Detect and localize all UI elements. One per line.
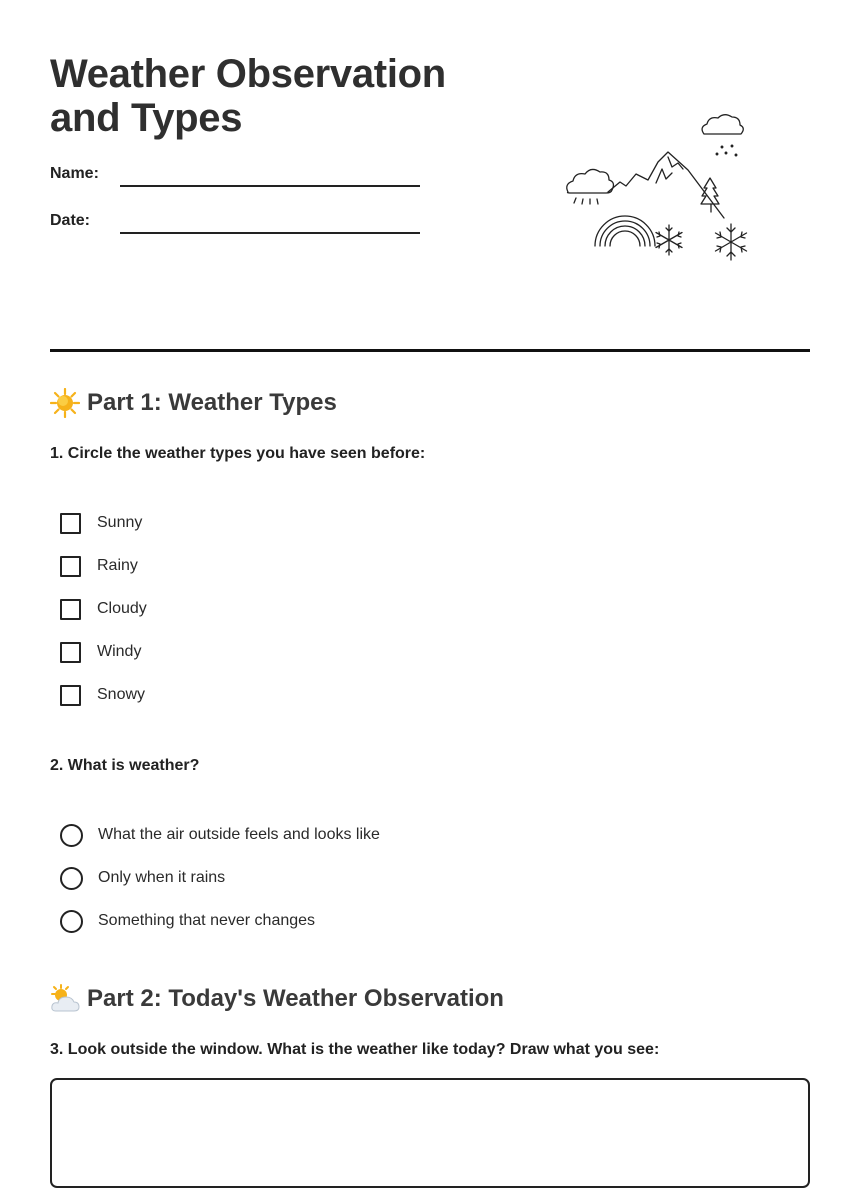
drawing-area[interactable] [50,1078,810,1188]
option-label: Rainy [97,557,138,574]
question-1: 1. Circle the weather types you have seen before: [50,445,426,462]
radio-option[interactable] [60,908,315,934]
checkbox[interactable] [60,599,81,620]
radio-option[interactable] [60,865,225,891]
option-label: Something that never changes [98,912,316,929]
checkbox-option[interactable] [60,639,141,665]
part1-heading [50,387,337,419]
radio-button[interactable] [60,824,83,847]
checkbox-option[interactable] [60,682,145,708]
checkbox-option[interactable] [60,596,147,622]
checkbox[interactable] [60,642,81,663]
sun-icon [50,388,80,418]
name-field-row [50,165,430,195]
option-label: What the air outside feels and looks like [98,826,380,843]
question-3: 3. Look outside the window. What is the weather like today? Draw what you see: [50,1041,660,1058]
radio-button[interactable] [60,867,83,890]
question-2: 2. What is weather? [50,757,200,774]
section-divider [50,349,810,352]
sun-behind-cloud-icon [50,984,80,1014]
option-label: Cloudy [97,600,147,617]
name-label: Name: [50,165,99,182]
date-field-row [50,212,430,242]
title-line-1: Weather Observation [50,52,446,96]
checkbox[interactable] [60,556,81,577]
option-label: Snowy [97,686,146,703]
snow-cloud-icon [702,115,743,156]
radio-option[interactable] [60,822,380,848]
snowflake-icon [716,224,747,260]
part2-heading-text: Part 2: Today's Weather Observation [87,985,504,1012]
title-line-2: and Types [50,96,243,140]
part1-heading-text: Part 1: Weather Types [87,389,337,416]
part2-heading [50,983,504,1015]
date-label: Date: [50,212,91,229]
mountain-icon [608,152,724,218]
option-label: Windy [97,643,142,660]
radio-button[interactable] [60,910,83,933]
checkbox-option[interactable] [60,553,138,579]
date-input-line[interactable] [120,232,420,234]
cloud-icon [567,169,614,204]
checkbox[interactable] [60,513,81,534]
name-input-line[interactable] [120,185,420,187]
page-title [50,52,520,140]
option-label: Sunny [97,514,143,531]
rainbow-icon [595,216,655,246]
checkbox-option[interactable] [60,510,142,536]
snowflake-icon [656,225,682,255]
weather-illustration [560,110,760,270]
option-label: Only when it rains [98,869,226,886]
checkbox[interactable] [60,685,81,706]
